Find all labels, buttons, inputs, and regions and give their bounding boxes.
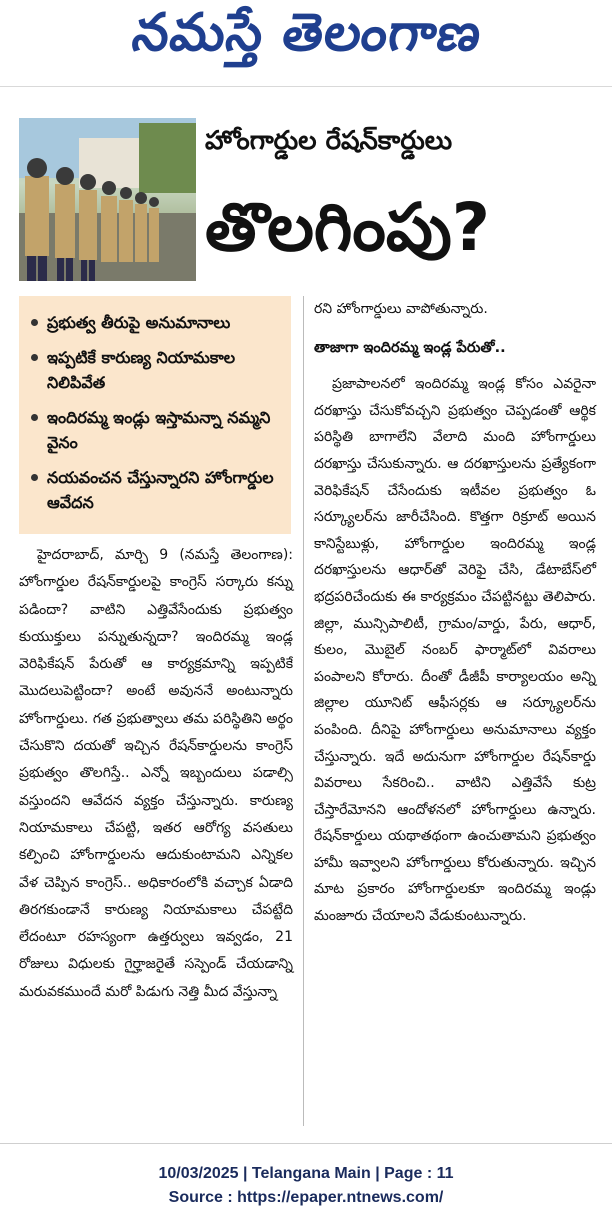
bullet-icon bbox=[31, 414, 38, 421]
edition-info: 10/03/2025 | Telangana Main | Page : 11 bbox=[158, 1165, 454, 1182]
highlights-box bbox=[19, 296, 291, 534]
article-photo bbox=[19, 118, 196, 281]
headline-kicker: హోంగార్డుల రేషన్‌కార్డులు bbox=[205, 126, 453, 156]
highlight-item: ప్రభుత్వ తీరుపై అనుమానాలు bbox=[31, 310, 283, 335]
body-paragraph: రని హోంగార్డులు వాపోతున్నారు. bbox=[314, 301, 488, 317]
footer-divider bbox=[0, 1143, 612, 1144]
bullet-icon bbox=[31, 474, 38, 481]
highlight-item: నయవంచన చేస్తున్నారని హోంగార్డుల ఆవేదన bbox=[31, 465, 283, 515]
footer bbox=[0, 1162, 612, 1210]
highlight-item: ఇందిరమ్మ ఇండ్లు ఇస్తామన్నా నమ్మని వైనం bbox=[31, 405, 283, 455]
subheading: తాజాగా ఇందిరమ్మ ఇండ్ల పేరుతో.. bbox=[314, 339, 506, 356]
bullet-icon bbox=[31, 319, 38, 326]
highlight-item: ఇప్పటికే కారుణ్య నియామకాల నిలిపివేత bbox=[31, 345, 283, 395]
article-body-right bbox=[314, 296, 596, 930]
masthead bbox=[0, 0, 612, 78]
bullet-icon bbox=[31, 354, 38, 361]
masthead-divider bbox=[0, 86, 612, 87]
headline-main: తొలగింపు? bbox=[205, 189, 490, 266]
source-link: Source : https://epaper.ntnews.com/ bbox=[168, 1189, 444, 1206]
column-divider bbox=[303, 296, 304, 1126]
body-paragraph: ప్రజాపాలనలో ఇందిరమ్మ ఇండ్ల కోసం ఎవరైనా దరఖాస్తు చేసుకోవచ్చని ప్రభుత్వం చెప్పడంతో ఆర్థిక పరిస్థితి బాగాలేని వేలాది మంది హోంగార్డులు దరఖాస్తు చేసుకున్నారు. ఆ దరఖాస్తులను ప్రత్యేకంగా వెరిఫికేషన్‌ చేసేందుకు ఇటీవల ప్రభుత్వం ఓ సర్క్యూలర్‌ను జారీచేసింది. కొత్తగా రిక్రూట్‌ అయిన కానిస్టేబుళ్లు, హోంగార్డుల ఇందిరమ్మ ఇండ్ల దరఖాస్తులను ఆధార్‌తో వెరిఫై చేసి, డేటాబేస్‌లో భద్రపరిచేందుకు ఈ కార్యక్రమం చేపట్టినట్టు తెలిపారు. జిల్లా, మున్సిపాలిటీ, గ్రామం/వార్డు, పేరు, ఆధార్‌, కులం, మొబైల్‌ నంబర్‌ ఫార్మాట్‌లో వివరాలు పంపాలని కోరారు. దీంతో డీజీపీ కార్యాలయం అన్ని జిల్లాల యూనిట్‌ ఆఫీసర్లకు ఆ సర్క్యూలర్‌ను పంపింది. దీనిపై హోంగార్డులు అనుమానాలు వ్యక్తం చేస్తున్నారు. ఇదే అదునుగా హోంగార్డుల రేషన్‌కార్డు వివరాలు సేకరించి.. వాటిని ఎత్తివేసే కుట్ర చేస్తారేమోనని ఆందోళనలో హోంగార్డులు ఉన్నారు. రేషన్‌కార్డులు యథాతథంగా ఉంచుతామని ప్రభుత్వం హామీ ఇవ్వాలని హోంగార్డులు కోరుతున్నారు. ఇచ్చిన మాట ప్రకారం హోంగార్డులకూ ఇందిరమ్మ ఇండ్లు మంజూరు చేయాలని వేడుకుంటున్నారు. bbox=[314, 376, 596, 925]
article-body-left bbox=[19, 542, 293, 1006]
newspaper-logo: నమస్తే తెలంగాణ bbox=[128, 2, 486, 63]
body-paragraph: హైదరాబాద్‌, మార్చి 9 (నమస్తే తెలంగాణ): హోంగార్డుల రేషన్‌కార్డులపై కాంగ్రెస్‌ సర్కారు కన్ను పడిందా? వాటిని ఎత్తివేసేందుకు ప్రభుత్వం కుయుక్తులు పన్నుతున్నదా? ఇందిరమ్మ ఇండ్ల వెరిఫికేషన్‌ పేరుతో ఆ కార్యక్రమాన్ని ఇప్పటికే మొదలుపెట్టిందా? అంటే అవుననే అంటున్నారు హోంగార్డులు. గత ప్రభుత్వాలు తమ పరిస్థితిని అర్థం చేసుకొని దయతో ఇచ్చిన రేషన్‌కార్డులను కాంగ్రెస్‌ ప్రభుత్వం తొలగిస్తే.. ఎన్నో ఇబ్బందులు పడాల్సి వస్తుందని ఆవేదన వ్యక్తం చేస్తున్నారు. కారుణ్య నియామకాలు చేపట్టి, ఇతర ఆరోగ్య వసతులు కల్పించి హోంగార్డులను ఆదుకుంటామని ఎన్నికల వేళ చెప్పిన కాంగ్రెస్‌.. అధికారంలోకి వచ్చాక ఏడాది తిరగకుండానే కారుణ్య నియామకాలు చేపట్టేది లేదంటూ రహస్యంగా ఉత్తర్వులు ఇవ్వడం, 21 రోజులు విధులకు గైర్హాజరైతే సస్పెండ్‌ చేయడాన్ని మరువకముందే మరో పిడుగు నెత్తి మీద వేస్తున్నా bbox=[19, 547, 293, 1000]
